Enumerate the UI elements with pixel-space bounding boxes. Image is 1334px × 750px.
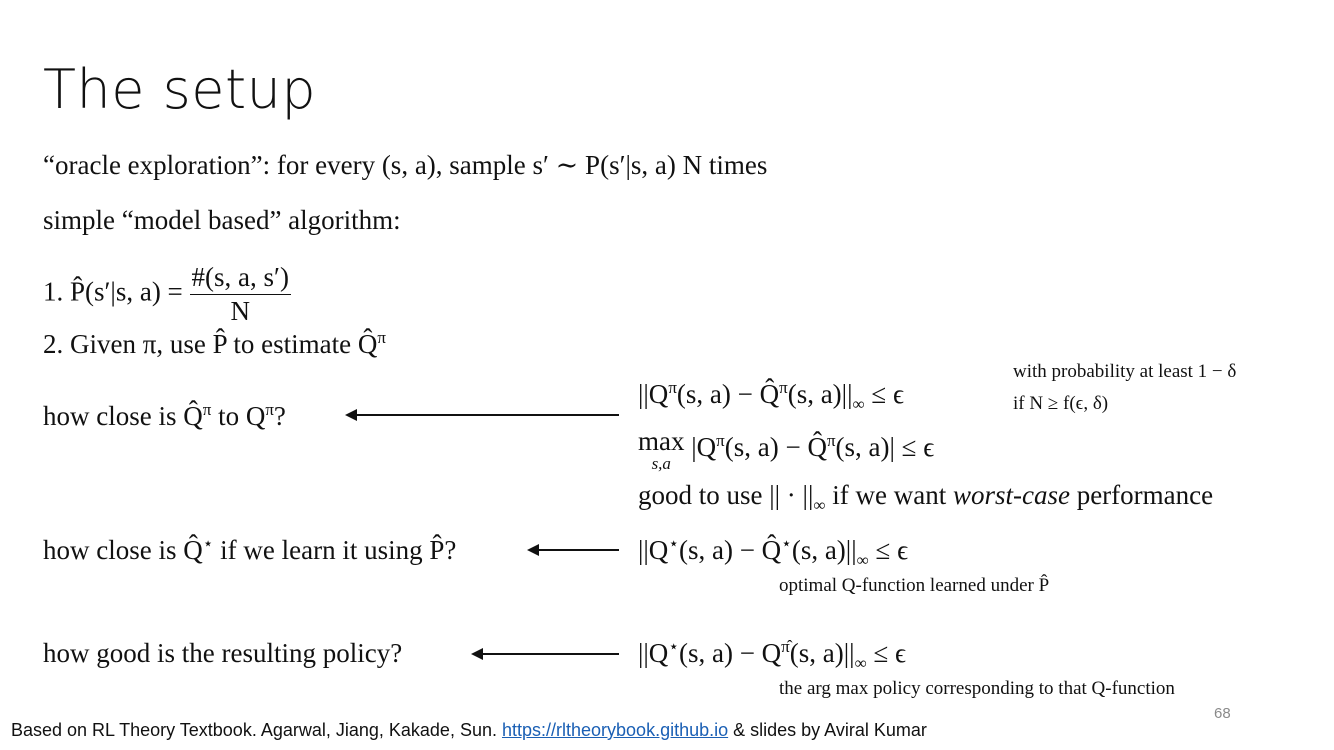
- step-1-denominator: N: [230, 296, 250, 326]
- step-2: [43, 328, 386, 360]
- equation-policy-gap: [638, 637, 906, 673]
- arrow-left-icon: [529, 549, 619, 551]
- good-pre: good to use || · ||: [638, 480, 814, 510]
- max-subscript: s,a: [651, 454, 671, 473]
- good-mid: if we want: [825, 480, 953, 510]
- eq3-mid: (s, a) − Q̂: [678, 535, 782, 565]
- q1-rest: to Q: [211, 401, 266, 431]
- eq4-end: (s, a)||: [789, 638, 855, 668]
- good-emphasis: worst-case: [952, 480, 1070, 510]
- question-q-pi-close: [43, 400, 286, 432]
- equation-inf-norm-star: [638, 534, 908, 570]
- eq2-body: [685, 432, 935, 462]
- eq2-end: (s, a)| ≤ ϵ: [835, 432, 935, 462]
- eq4-rhs: ≤ ϵ: [866, 638, 906, 668]
- arrow-left-icon: [347, 414, 619, 416]
- algorithm-intro-line: simple “model based” algorithm:: [43, 205, 401, 235]
- eq2-sup1: π: [716, 431, 725, 450]
- footer-prefix: Based on RL Theory Textbook. Agarwal, Jiang, Kakade, Sun.: [11, 720, 502, 740]
- equation-inf-norm-pi: [638, 378, 904, 414]
- eq3-sup2: ⋆: [781, 534, 792, 553]
- max-word: max: [638, 426, 685, 456]
- eq2-sup2: π: [826, 431, 836, 450]
- eq2-mid: (s, a) − Q̂: [724, 432, 827, 462]
- good-to-use-line: [638, 480, 1213, 515]
- eq1-rhs: ≤ ϵ: [864, 379, 904, 409]
- eq3-sup1: ⋆: [668, 534, 679, 553]
- good-end: performance: [1069, 480, 1214, 510]
- eq1-end: (s, a)||: [787, 379, 853, 409]
- eq3-sub: ∞: [856, 550, 869, 570]
- q1-text: how close is Q̂: [43, 401, 203, 431]
- max-operator: [638, 427, 685, 473]
- q1-end: ?: [273, 401, 286, 431]
- eq4-sup1: ⋆: [668, 637, 679, 656]
- step-1: [43, 262, 291, 327]
- eq4-sub: ∞: [854, 653, 867, 673]
- eq3-a: ||Q: [638, 535, 669, 565]
- note-optimal-q: optimal Q-function learned under P̂: [779, 575, 1050, 596]
- step-1-numerator: #(s, a, s′): [190, 262, 291, 295]
- step-2-text: 2. Given π, use P̂ to estimate Q̂: [43, 329, 378, 359]
- q1-sup: π: [202, 400, 212, 419]
- footer-citation: [11, 720, 927, 741]
- good-sub: ∞: [813, 495, 826, 515]
- note-if-n: if N ≥ f(ϵ, δ): [1013, 393, 1109, 414]
- slide-title: The setup: [43, 58, 317, 121]
- arrow-left-icon: [473, 653, 619, 655]
- question-policy-good: how good is the resulting policy?: [43, 638, 403, 668]
- footer-suffix: & slides by Aviral Kumar: [728, 720, 927, 740]
- page-number: 68: [1214, 705, 1231, 722]
- eq2-a: |Q: [684, 432, 717, 462]
- eq1-sub: ∞: [852, 394, 865, 414]
- note-probability: with probability at least 1 − δ: [1013, 361, 1237, 382]
- oracle-exploration-line: “oracle exploration”: for every (s, a), sample s′ ∼ P(s′|s, a) N times: [43, 150, 768, 180]
- equation-max-pi: [638, 427, 934, 473]
- eq4-a: ||Q: [638, 638, 669, 668]
- step-1-prefix: 1. P̂(s′|s, a) =: [43, 276, 190, 307]
- step-2-sup: π: [377, 328, 386, 347]
- q2-sup: ⋆: [202, 534, 214, 553]
- q2-text: how close is Q̂: [43, 535, 203, 565]
- eq1-sup2: π: [779, 378, 788, 397]
- eq1-mid: (s, a) − Q̂: [676, 379, 780, 409]
- eq3-end: (s, a)||: [791, 535, 857, 565]
- eq3-rhs: ≤ ϵ: [868, 535, 908, 565]
- eq4-sup2: π̂: [781, 637, 790, 656]
- eq4-mid: (s, a) − Q: [678, 638, 782, 668]
- footer-link[interactable]: https://rltheorybook.github.io: [501, 720, 729, 740]
- step-1-fraction: [190, 262, 291, 327]
- eq1-sup1: π: [668, 378, 677, 397]
- question-q-star-close: [43, 534, 456, 566]
- q2-rest: if we learn it using P̂?: [213, 535, 457, 565]
- q1-sup2: π: [265, 400, 274, 419]
- note-argmax-policy: the arg max policy corresponding to that Q-function: [779, 678, 1175, 699]
- eq1-a: ||Q: [638, 379, 669, 409]
